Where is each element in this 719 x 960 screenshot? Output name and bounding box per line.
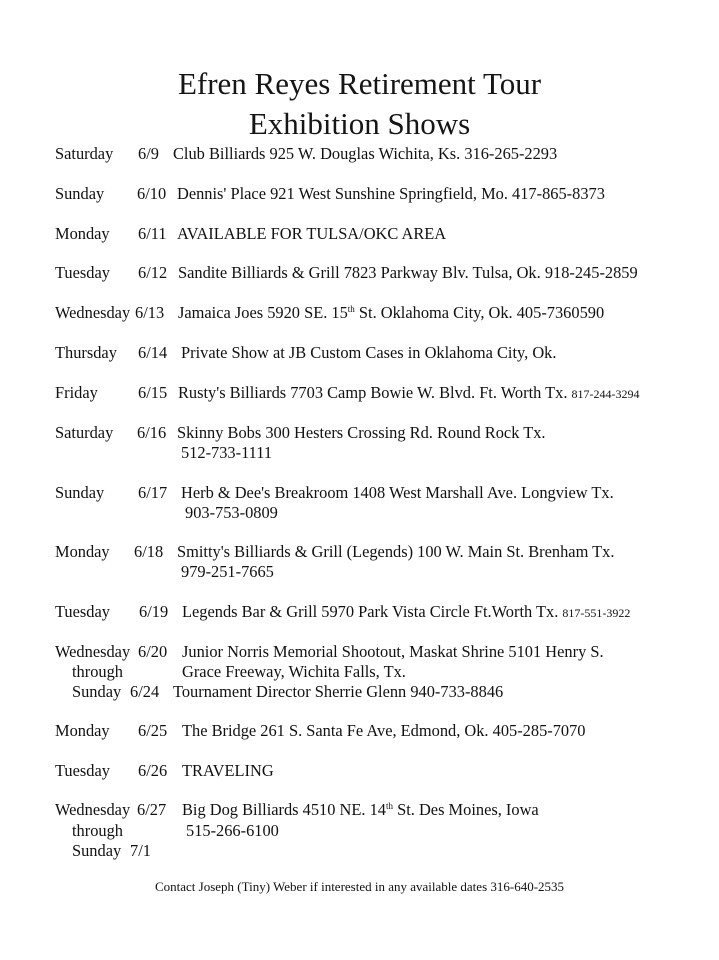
show-date: 6/18: [134, 542, 164, 561]
show-day: Monday: [55, 224, 110, 243]
show-venue: Legends Bar & Grill 5970 Park Vista Circle Ft.Worth Tx. 817-551-3922: [182, 602, 631, 621]
show-venue: Smitty's Billiards & Grill (Legends) 100 W. Main St. Brenham Tx.: [177, 542, 615, 561]
show-venue: TRAVELING: [182, 761, 274, 780]
venue-phone: 817-244-3294: [571, 387, 640, 401]
show-date: 6/26: [138, 761, 168, 780]
show-date: 6/14: [138, 343, 168, 362]
show-venue-line-2: Grace Freeway, Wichita Falls, Tx.: [182, 662, 406, 681]
title-line-2: Exhibition Shows: [248, 106, 471, 141]
show-day: Sunday: [55, 184, 105, 203]
show-venue: Big Dog Billiards 4510 NE. 14th St. Des Moines, Iowa: [182, 800, 539, 819]
show-venue: Herb & Dee's Breakroom 1408 West Marshall Ave. Longview Tx.: [181, 483, 614, 502]
show-day: Thursday: [55, 343, 117, 362]
show-day: Tuesday: [55, 761, 110, 780]
show-venue-line-2: 979-251-7665: [181, 562, 274, 581]
show-end-day: Sunday: [72, 841, 122, 860]
show-date: 6/25: [138, 721, 168, 740]
show-date: 6/12: [138, 263, 168, 282]
show-day: Tuesday: [55, 263, 110, 282]
show-venue-line-2: 512-733-1111: [181, 443, 273, 462]
show-day: Tuesday: [55, 602, 110, 621]
title-line-1: Efren Reyes Retirement Tour: [177, 66, 542, 101]
show-date: 6/9: [138, 144, 159, 163]
show-date: 6/20: [138, 642, 168, 661]
show-venue: Private Show at JB Custom Cases in Oklahoma City, Ok.: [181, 343, 557, 362]
show-end-day: Sunday: [72, 682, 122, 701]
show-day: Wednesday: [55, 642, 131, 661]
show-venue: Dennis' Place 921 West Sunshine Springfield, Mo. 417-865-8373: [177, 184, 605, 203]
venue-phone: 817-551-3922: [562, 606, 631, 620]
show-day: Monday: [55, 542, 110, 561]
through-label: through: [72, 662, 123, 681]
show-day: Wednesday: [55, 303, 131, 322]
show-day: Saturday: [55, 144, 114, 163]
show-venue: Sandite Billiards & Grill 7823 Parkway Blv. Tulsa, Ok. 918-245-2859: [178, 263, 638, 282]
through-label: through: [72, 821, 123, 840]
show-date: 6/15: [138, 383, 168, 402]
show-date: 6/11: [138, 224, 167, 243]
show-venue: Junior Norris Memorial Shootout, Maskat Shrine 5101 Henry S.: [182, 642, 604, 661]
show-date: 6/27: [137, 800, 167, 819]
contact-footer: Contact Joseph (Tiny) Weber if interested in any available dates 316-640-2535: [154, 879, 565, 894]
show-venue-line-2: 903-753-0809: [185, 503, 278, 522]
show-venue: The Bridge 261 S. Santa Fe Ave, Edmond, Ok. 405-285-7070: [182, 721, 586, 740]
show-end-date: 6/24: [130, 682, 160, 701]
show-day: Monday: [55, 721, 110, 740]
show-end-date: 7/1: [130, 841, 151, 860]
show-venue: Club Billiards 925 W. Douglas Wichita, Ks. 316-265-2293: [173, 144, 558, 163]
show-venue-line-2: 515-266-6100: [186, 821, 279, 840]
show-date: 6/17: [138, 483, 168, 502]
show-day: Saturday: [55, 423, 114, 442]
show-day: Wednesday: [55, 800, 131, 819]
show-venue: Rusty's Billiards 7703 Camp Bowie W. Blvd. Ft. Worth Tx. 817-244-3294: [178, 383, 640, 402]
show-venue: AVAILABLE FOR TULSA/OKC AREA: [177, 224, 447, 243]
show-venue-line-3: Tournament Director Sherrie Glenn 940-733-8846: [173, 682, 504, 701]
show-venue: Skinny Bobs 300 Hesters Crossing Rd. Round Rock Tx.: [177, 423, 546, 442]
show-date: 6/13: [135, 303, 165, 322]
show-day: Friday: [55, 383, 98, 402]
show-day: Sunday: [55, 483, 105, 502]
show-date: 6/19: [139, 602, 169, 621]
show-venue: Jamaica Joes 5920 SE. 15th St. Oklahoma City, Ok. 405-7360590: [178, 303, 605, 322]
show-date: 6/10: [137, 184, 167, 203]
show-date: 6/16: [137, 423, 167, 442]
